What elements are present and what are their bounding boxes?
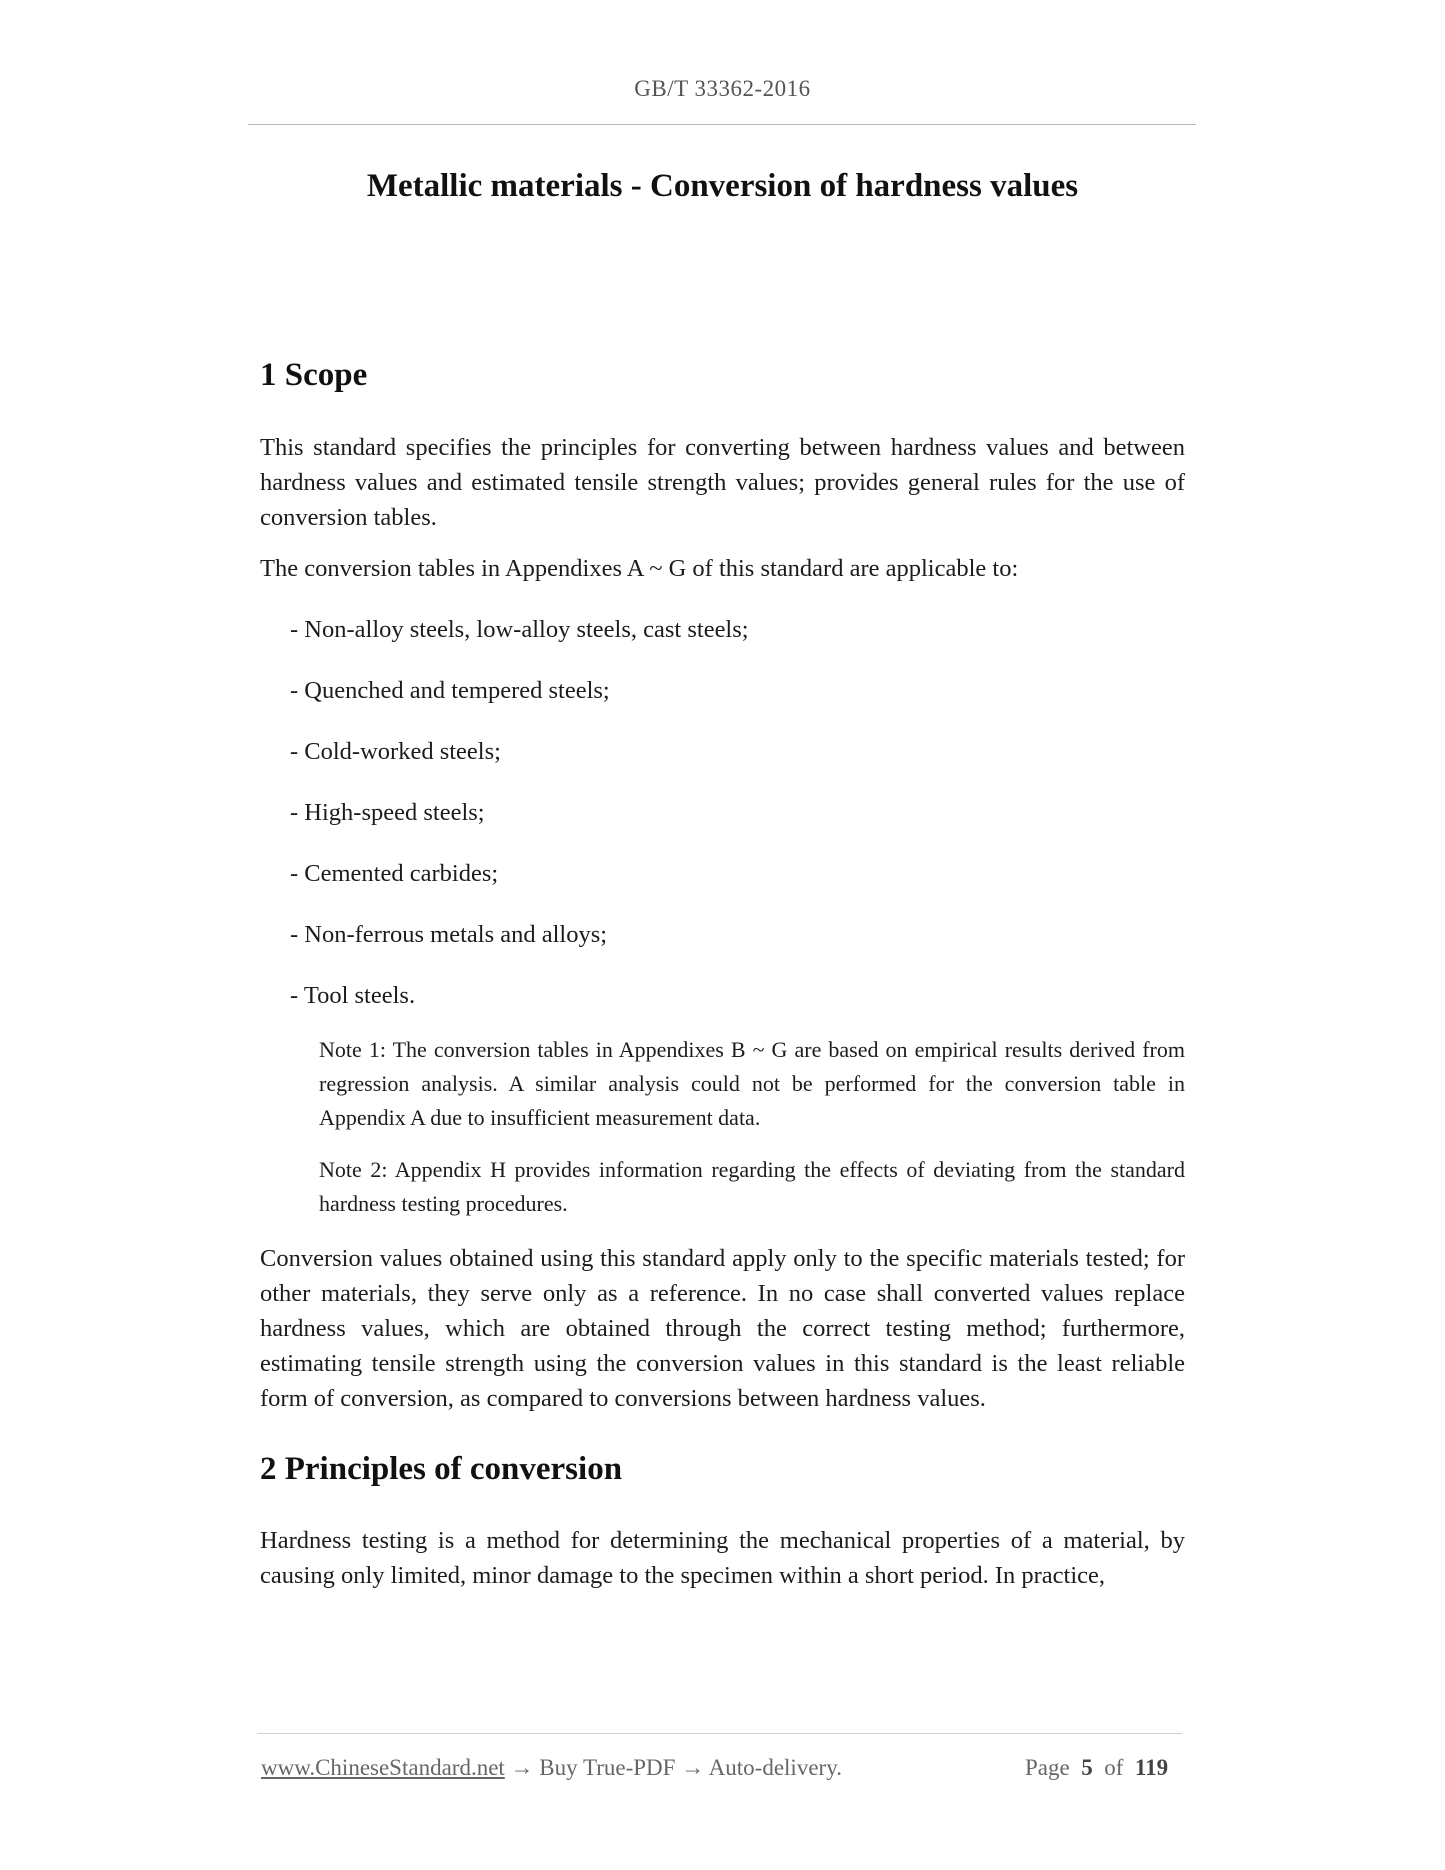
note-1: Note 1: The conversion tables in Appendixes B ~ G are based on empirical results derived from regression analysis. A similar analysis could not be performed for the conversion table in Appendix A due to insufficient measurement data. [319,1036,1185,1130]
list-item: - Cemented carbides; [290,859,499,887]
section-heading-scope: 1 Scope [260,357,368,393]
list-item: - Non-ferrous metals and alloys; [290,920,608,948]
of-label: of [1104,1755,1124,1780]
list-item: - Quenched and tempered steels; [290,676,610,704]
list-item: - Non-alloy steels, low-alloy steels, cast steels; [290,615,749,643]
list-item: - Tool steels. [290,981,416,1009]
buy-pdf-text: Buy True-PDF [539,1755,676,1780]
website-link[interactable]: www.ChineseStandard.net [261,1755,505,1780]
principles-paragraph-1: Hardness testing is a method for determining the mechanical properties of a material, by causing only limited, minor damage to the specimen within a short period. In practice, [260,1527,1185,1590]
scope-paragraph-2: The conversion tables in Appendixes A ~ G of this standard are applicable to: [260,554,1019,582]
scope-paragraph-3: Conversion values obtained using this standard apply only to the specific materials tested; for other materials, they serve only as a reference. In no case shall converted values replace hardness values, which are obtained through the correct testing method; furthermore, estimating tensile strength using the conversion values in this standard is the least reliable form of conversion, as compared to conversions between hardness values. [260,1244,1185,1412]
main-content [260,356,1185,1593]
arrow-right-icon: → [681,1755,705,1780]
note-2: Note 2: Appendix H provides information regarding the effects of deviating from the standard hardness testing procedures. [319,1156,1185,1216]
arrow-right-icon: → [510,1755,534,1780]
document-title: Metallic materials - Conversion of hardness values [366,168,1079,204]
list-item: - High-speed steels; [290,798,485,826]
auto-delivery-text: Auto-delivery. [708,1755,842,1780]
footer-promo [261,1752,842,1784]
section-heading-principles: 2 Principles of conversion [260,1450,623,1487]
page-label: Page [1025,1755,1070,1780]
applicable-materials-list [260,612,1185,1013]
page-header: GB/T 33362-2016 [634,76,811,101]
list-item: - Cold-worked steels; [290,737,501,765]
page-number: 5 [1081,1755,1093,1780]
page-total: 119 [1134,1755,1169,1780]
scope-paragraph-1: This standard specifies the principles for converting between hardness values and between hardness values and estimated tensile strength values; provides general rules for the use of conversion tables. [260,433,1185,531]
page-counter [1025,1752,1168,1784]
footer-divider [257,1733,1182,1734]
header-divider [248,124,1196,125]
